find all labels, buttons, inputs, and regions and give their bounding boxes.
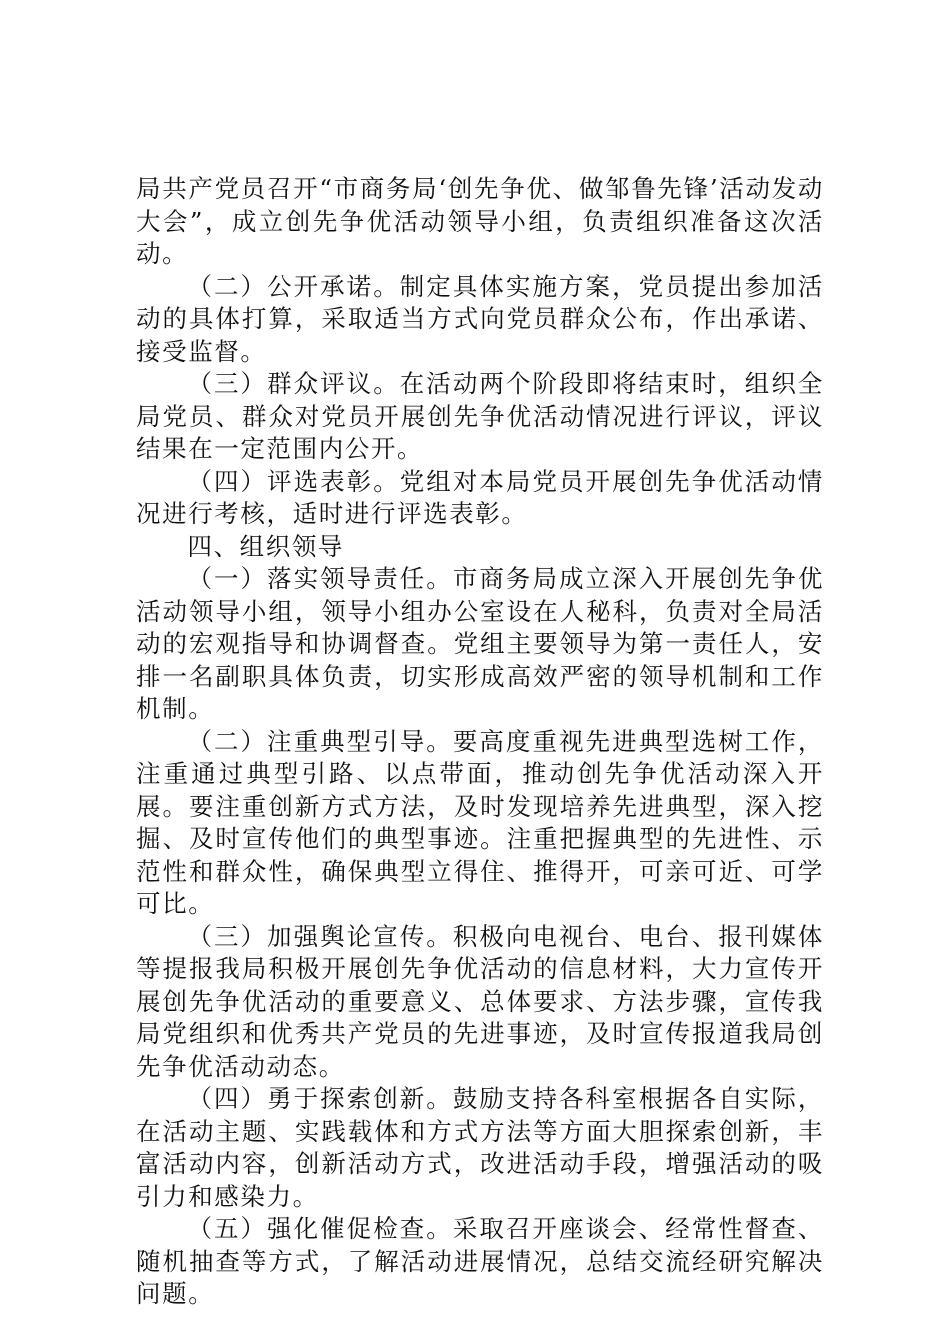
document-body xyxy=(136,173,824,1311)
paragraph-typical-guidance: （二）注重典型引导。要高度重视先进典型选树工作，注重通过典型引路、以点带面，推动创先争优活动深入开展。要注重创新方式方法，及时发现培养先进典型，深入挖掘、及时宣传他们的典型事迹。注重把握典型的先进性、示范性和群众性，确保典型立得住、推得开，可亲可近、可学可比。 xyxy=(136,726,824,918)
paragraph-publicity: （三）加强舆论宣传。积极向电视台、电台、报刊媒体等提报我局积极开展创先争优活动的信息材料，大力宣传开展创先争优活动的重要意义、总体要求、方法步骤，宣传我局党组织和优秀共产党员的先进事迹，及时宣传报道我局创先争优活动动态。 xyxy=(136,921,824,1081)
paragraph-selection-commendation: （四）评选表彰。党组对本局党员开展创先争优活动情况进行考核，适时进行评选表彰。 xyxy=(136,466,824,528)
paragraph-leadership-responsibility: （一）落实领导责任。市商务局成立深入开展创先争优活动领导小组，领导小组办公室设在人秘科，负责对全局活动的宏观指导和协调督查。党组主要领导为第一责任人，安排一名副职具体负责，切实形成高效严密的领导机制和工作机制。 xyxy=(136,564,824,723)
paragraph-public-review: （三）群众评议。在活动两个阶段即将结束时，组织全局党员、群众对党员开展创先争优活动情况进行评议，评议结果在一定范围内公开。 xyxy=(136,369,824,463)
paragraph-inspection: （五）强化催促检查。采取召开座谈会、经常性督查、随机抽查等方式，了解活动进展情况，总结交流经研究解决问题。 xyxy=(136,1214,824,1308)
paragraph-public-commitment: （二）公开承诺。制定具体实施方案，党员提出参加活动的具体打算，采取适当方式向党员群众公布，作出承诺、接受监督。 xyxy=(136,271,824,366)
paragraph-innovation: （四）勇于探索创新。鼓励支持各科室根据各自实际，在活动主题、实践载体和方式方法等方面大胆探索创新，丰富活动内容，创新活动方式，改进活动手段，增强活动的吸引力和感染力。 xyxy=(136,1084,824,1211)
paragraph-continuation: 局共产党员召开“市商务局‘创先争优、做邹鲁先锋’活动发动大会”，成立创先争优活动领导小组，负责组织准备这次活动。 xyxy=(136,174,824,268)
section-heading-organization-leadership: 四、组织领导 xyxy=(187,531,345,561)
